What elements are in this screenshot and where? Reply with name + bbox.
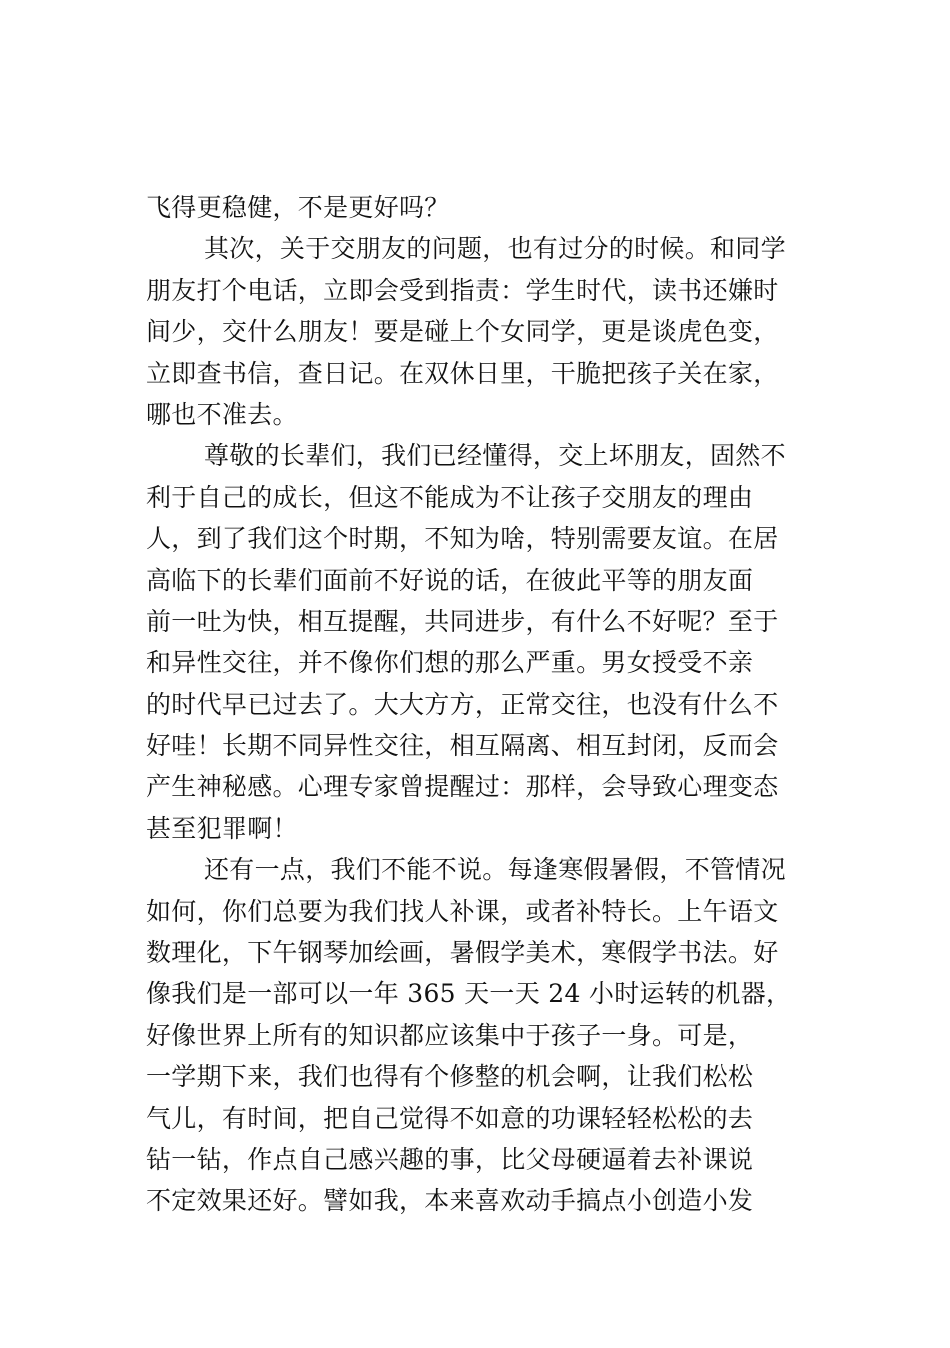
text-line: 间少，交什么朋友！要是碰上个女同学，更是谈虎色变， (146, 317, 779, 347)
text-line: 哪也不准去。 (146, 399, 298, 429)
text-line: 产生神秘感。心理专家曾提醒过：那样，会导致心理变态 (146, 772, 779, 802)
paragraph-3 (146, 435, 802, 849)
text-line: 甚至犯罪啊！ (146, 813, 298, 843)
paragraph-4 (146, 849, 802, 1222)
text-line: 人，到了我们这个时期，不知为啥，特别需要友谊。在居 (146, 524, 779, 554)
text-line: 如何，你们总要为我们找人补课，或者补特长。上午语文 (146, 896, 779, 926)
text-line: 和异性交往，并不像你们想的那么严重。男女授受不亲 (146, 648, 754, 678)
text-line: 不定效果还好。譬如我，本来喜欢动手搞点小创造小发 (146, 1186, 754, 1216)
text-line: 飞得更稳健，不是更好吗？ (146, 193, 450, 222)
text-line: 钻一钻，作点自己感兴趣的事，比父母硬逼着去补课说 (146, 1144, 754, 1174)
text-line: 好哇！长期不同异性交往，相互隔离、相互封闭，反而会 (146, 731, 779, 761)
text-line: 还有一点，我们不能不说。每逢寒假暑假，不管情况 (204, 855, 786, 885)
text-line: 的时代早已过去了。大大方方，正常交往，也没有什么不 (146, 689, 779, 719)
text-line: 气儿，有时间，把自己觉得不如意的功课轻轻松松的去 (146, 1103, 754, 1133)
paragraph-1 (146, 187, 802, 228)
text-line: 像我们是一部可以一年 365 天一天 24 小时运转的机器， (146, 979, 792, 1009)
text-line: 一学期下来，我们也得有个修整的机会啊，让我们松松 (146, 1062, 754, 1092)
text-line: 尊敬的长辈们，我们已经懂得，交上坏朋友，固然不 (204, 441, 786, 471)
document-body (146, 187, 802, 1222)
text-line: 数理化，下午钢琴加绘画，暑假学美术，寒假学书法。好 (146, 938, 779, 968)
text-line: 其次，关于交朋友的问题，也有过分的时候。和同学 (204, 234, 786, 264)
text-line: 好像世界上所有的知识都应该集中于孩子一身。可是， (146, 1020, 754, 1050)
paragraph-2 (146, 228, 802, 435)
text-line: 前一吐为快，相互提醒，共同进步，有什么不好呢？至于 (146, 606, 779, 636)
text-line: 朋友打个电话，立即会受到指责：学生时代，读书还嫌时 (146, 275, 779, 305)
text-line: 立即查书信，查日记。在双休日里，干脆把孩子关在家， (146, 358, 779, 388)
text-line: 利于自己的成长，但这不能成为不让孩子交朋友的理由 (146, 482, 754, 512)
text-line: 高临下的长辈们面前不好说的话，在彼此平等的朋友面 (146, 565, 754, 595)
